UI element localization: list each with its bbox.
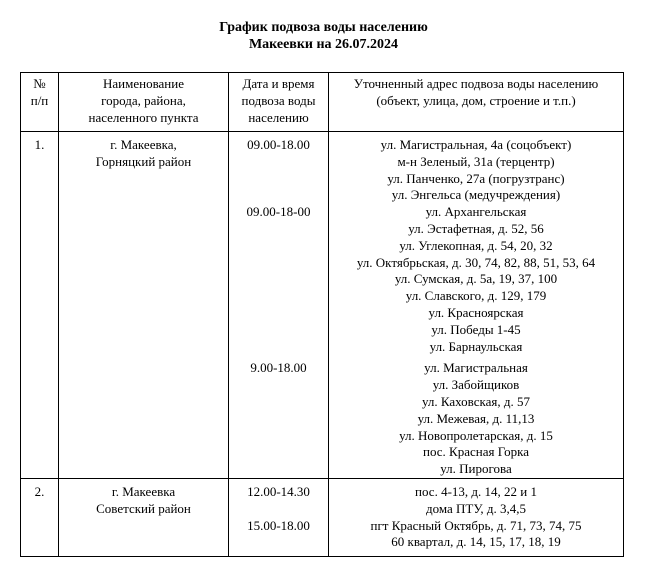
address-line: ул. Забойщиков bbox=[432, 377, 520, 393]
row-number: 2. bbox=[21, 478, 59, 556]
address-line: ул. Каховская, д. 57 bbox=[421, 393, 530, 409]
address-line: ул. Октябрьская, д. 30, 74, 82, 88, 51, 53, 64 bbox=[356, 254, 596, 270]
header-datetime-line: Дата и время bbox=[242, 76, 315, 91]
time-value: 12.00-14.30 bbox=[247, 483, 310, 499]
address-line: ул. Пирогова bbox=[440, 461, 512, 477]
address-line: ул. Барнаульская bbox=[429, 338, 523, 354]
header-location-line: населенного пункта bbox=[88, 109, 199, 125]
address-line: ул. Победы 1-45 bbox=[431, 321, 521, 337]
row-times bbox=[229, 132, 329, 479]
address-line: 60 квартал, д. 14, 15, 17, 18, 19 bbox=[391, 534, 561, 550]
row-location bbox=[59, 132, 229, 479]
table-row bbox=[21, 478, 624, 556]
location-line: г. Макеевка bbox=[111, 483, 176, 499]
title-line-1: График подвоза воды населению bbox=[219, 20, 428, 35]
header-datetime-line: населению bbox=[248, 109, 309, 125]
address-line: м-н Зеленый, 31а (терцентр) bbox=[397, 153, 555, 169]
row-location bbox=[59, 478, 229, 556]
address-line: ул. Межевая, д. 11,13 bbox=[417, 410, 535, 426]
address-line: ул. Панченко, 27а (погрузтранс) bbox=[387, 170, 565, 186]
location-line: Горняцкий район bbox=[95, 153, 192, 169]
table-header-row bbox=[21, 73, 624, 132]
row-addresses bbox=[329, 478, 624, 556]
table-row bbox=[21, 132, 624, 479]
address-line: ул. Сумская, д. 5а, 19, 37, 100 bbox=[394, 271, 558, 287]
row-times bbox=[229, 478, 329, 556]
address-line: ул. Новопролетарская, д. 15 bbox=[399, 427, 553, 443]
location-line: г. Макеевка, bbox=[110, 137, 177, 152]
row-addresses bbox=[329, 132, 624, 479]
water-schedule-table bbox=[20, 72, 624, 557]
header-datetime-line: подвоза воды bbox=[241, 92, 316, 108]
address-line: пгт Красный Октябрь, д. 71, 73, 74, 75 bbox=[370, 517, 582, 533]
address-line: ул. Магистральная, 4а (соцобъект) bbox=[380, 137, 572, 152]
time-value: 9.00-18.00 bbox=[250, 360, 307, 376]
address-line: ул. Энгельса (медучреждения) bbox=[391, 187, 561, 203]
address-line: дома ПТУ, д. 3,4,5 bbox=[425, 500, 527, 516]
time-value: 15.00-18.00 bbox=[247, 517, 310, 533]
header-location bbox=[59, 73, 229, 132]
header-address-line: Уточненный адрес подвоза воды населению bbox=[353, 76, 599, 91]
time-value: 09.00-18-00 bbox=[246, 204, 311, 220]
header-address bbox=[329, 73, 624, 132]
header-num bbox=[21, 73, 59, 132]
location-line: Советский район bbox=[96, 500, 191, 516]
address-line: пос. 4-13, д. 14, 22 и 1 bbox=[415, 483, 537, 499]
header-address-line: (объект, улица, дом, строение и т.п.) bbox=[376, 92, 576, 108]
address-line: пос. Красная Горка bbox=[423, 444, 529, 460]
address-line: ул. Красноярская bbox=[428, 304, 524, 320]
document-title bbox=[0, 19, 647, 53]
address-line: ул. Архангельская bbox=[425, 204, 527, 220]
address-line: ул. Магистральная bbox=[424, 360, 528, 376]
header-num-line: п/п bbox=[30, 92, 49, 108]
row-number: 1. bbox=[21, 132, 59, 479]
address-line: ул. Углекопная, д. 54, 20, 32 bbox=[399, 237, 553, 253]
address-line: ул. Славского, д. 129, 179 bbox=[405, 288, 547, 304]
header-location-line: города, района, bbox=[101, 92, 186, 108]
time-value: 09.00-18.00 bbox=[247, 137, 310, 152]
header-num-line: № bbox=[33, 76, 46, 91]
title-line-2: Макеевки на 26.07.2024 bbox=[248, 37, 399, 52]
address-line: ул. Эстафетная, д. 52, 56 bbox=[408, 220, 544, 236]
header-datetime bbox=[229, 73, 329, 132]
header-location-line: Наименование bbox=[103, 76, 184, 91]
